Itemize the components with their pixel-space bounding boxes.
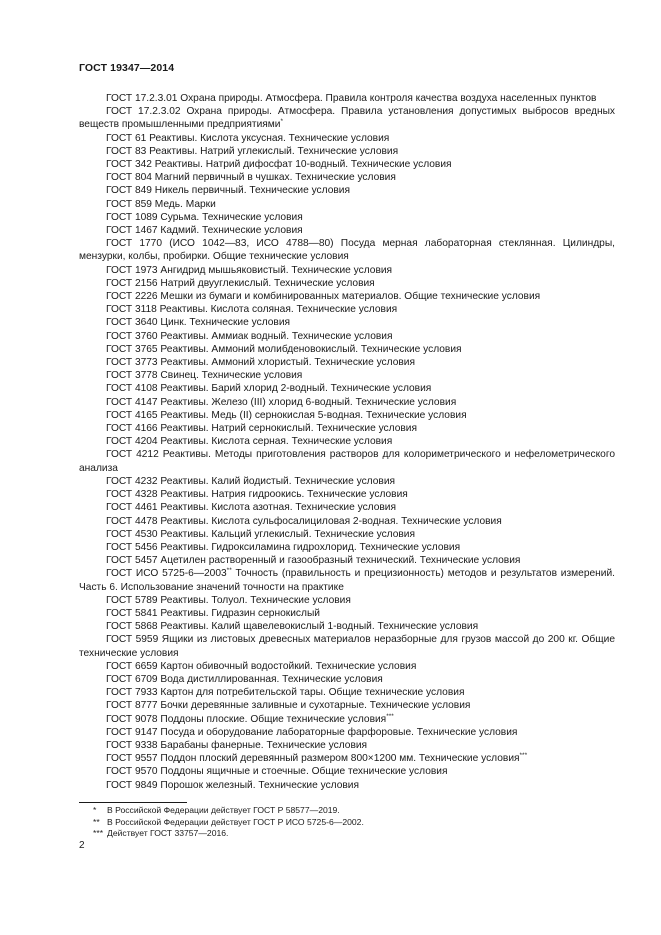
- reference-item: [79, 316, 615, 329]
- footnote-separator: [79, 802, 187, 803]
- footnote-item: [79, 828, 615, 840]
- reference-item: [79, 528, 615, 541]
- reference-text: ГОСТ 9557 Поддон плоский деревянный размером 800×1200 мм. Технические условия: [106, 753, 520, 765]
- reference-item: [79, 184, 615, 197]
- reference-text: ГОСТ 9570 Поддоны ящичные и стоечные. Общие технические условия: [106, 766, 448, 778]
- footnotes: [79, 805, 615, 840]
- footnote-item: [79, 805, 615, 817]
- footnote-mark: *: [280, 118, 284, 126]
- reference-text: ГОСТ 4328 Реактивы. Натрия гидроокись. Технические условия: [106, 489, 408, 501]
- reference-text: ГОСТ 1089 Сурьма. Технические условия: [106, 211, 303, 223]
- reference-text: ГОСТ 83 Реактивы. Натрий углекислый. Технические условия: [106, 145, 399, 157]
- reference-item: [79, 343, 615, 356]
- reference-item: [79, 409, 615, 422]
- footnote-mark: **: [226, 567, 232, 575]
- reference-text: ГОСТ 3760 Реактивы. Аммиак водный. Технические условия: [106, 330, 393, 342]
- reference-item: [79, 726, 615, 739]
- footnote-marker: **: [93, 816, 100, 827]
- reference-text: ГОСТ 4530 Реактивы. Кальций углекислый. Технические условия: [106, 528, 416, 540]
- reference-text: ГОСТ 17.2.3.02 Охрана природы. Атмосфера. Правила установления допустимых выбросов вредных веществ промышленными предприятиями: [79, 106, 615, 131]
- reference-text: ГОСТ 61 Реактивы. Кислота уксусная. Технические условия: [106, 132, 390, 144]
- reference-text: ГОСТ 4147 Реактивы. Железо (III) хлорид 6-водный. Технические условия: [106, 396, 457, 408]
- reference-item: [79, 448, 615, 474]
- reference-text: ГОСТ 9078 Поддоны плоские. Общие технические условия: [106, 713, 387, 725]
- reference-text: ГОСТ 342 Реактивы. Натрий дифосфат 10-водный. Технические условия: [106, 159, 452, 171]
- reference-item: [79, 686, 615, 699]
- reference-text: ГОСТ 859 Медь. Марки: [106, 198, 216, 210]
- reference-text: ГОСТ 1770 (ИСО 1042—83, ИСО 4788—80) Посуда мерная лабораторная стеклянная. Цилиндры, мензурки, колбы, пробирки. Общие технические условия: [79, 238, 615, 263]
- reference-text: ГОСТ 9147 Посуда и оборудование лабораторные фарфоровые. Технические условия: [106, 726, 518, 738]
- reference-text: ГОСТ 4108 Реактивы. Барий хлорид 2-водный. Технические условия: [106, 383, 432, 395]
- reference-item: [79, 765, 615, 778]
- reference-item: [79, 145, 615, 158]
- reference-item: [79, 713, 615, 726]
- reference-item: [79, 396, 615, 409]
- reference-text: ГОСТ 8777 Бочки деревянные заливные и сухотарные. Технические условия: [106, 700, 471, 712]
- reference-item: [79, 92, 615, 105]
- reference-text: ГОСТ 9849 Порошок железный. Технические условия: [106, 779, 360, 791]
- footnote-item: [79, 817, 615, 829]
- reference-text: ГОСТ 3765 Реактивы. Аммоний молибденовокислый. Технические условия: [106, 343, 462, 355]
- reference-text-continued: Точность (правильность и прецизионность) методов и результатов измерений. Часть 6. Использование значений точности на практике: [79, 568, 615, 593]
- reference-item: [79, 752, 615, 765]
- reference-item: [79, 422, 615, 435]
- reference-text: ГОСТ 3640 Цинк. Технические условия: [106, 317, 291, 329]
- reference-item: [79, 211, 615, 224]
- footnote-marker: *: [93, 805, 97, 815]
- footnote-text: В Российской Федерации действует ГОСТ Р ИСО 5725-6—2002.: [107, 816, 364, 827]
- reference-item: [79, 132, 615, 145]
- reference-item: [79, 607, 615, 620]
- reference-text: ГОСТ 3778 Свинец. Технические условия: [106, 370, 303, 382]
- reference-text: ГОСТ 2156 Натрий двууглекислый. Технические условия: [106, 277, 375, 289]
- reference-text: ГОСТ 1973 Ангидрид мышьяковистый. Технические условия: [106, 264, 393, 276]
- reference-item: [79, 699, 615, 712]
- reference-item: [79, 303, 615, 316]
- reference-item: [79, 475, 615, 488]
- reference-item: [79, 356, 615, 369]
- reference-item: [79, 594, 615, 607]
- reference-text: ГОСТ 4232 Реактивы. Калий йодистый. Технические условия: [106, 475, 396, 487]
- reference-item: [79, 567, 615, 593]
- reference-item: [79, 515, 615, 528]
- reference-text: ГОСТ 804 Магний первичный в чушках. Технические условия: [106, 172, 396, 184]
- reference-item: [79, 739, 615, 752]
- reference-item: [79, 633, 615, 659]
- reference-item: [79, 198, 615, 211]
- reference-text: ГОСТ 4461 Реактивы. Кислота азотная. Технические условия: [106, 502, 397, 514]
- page-number: 2: [79, 840, 85, 851]
- reference-item: [79, 171, 615, 184]
- reference-item: [79, 382, 615, 395]
- reference-item: [79, 330, 615, 343]
- reference-text: ГОСТ 17.2.3.01 Охрана природы. Атмосфера. Правила контроля качества воздуха населенных пунктов: [106, 93, 597, 104]
- footnote-mark: ***: [519, 752, 528, 760]
- reference-text: ГОСТ 3118 Реактивы. Кислота соляная. Технические условия: [106, 304, 398, 316]
- reference-item: [79, 541, 615, 554]
- reference-text: ГОСТ 4478 Реактивы. Кислота сульфосалициловая 2-водная. Технические условия: [106, 515, 502, 527]
- document-header: ГОСТ 19347—2014: [79, 62, 175, 74]
- reference-item: [79, 435, 615, 448]
- reference-text: ГОСТ 4165 Реактивы. Медь (II) сернокислая 5-водная. Технические условия: [106, 409, 467, 421]
- footnote-mark: ***: [386, 712, 394, 720]
- reference-text: ГОСТ 4212 Реактивы. Методы приготовления растворов для колориметрического и нефелометрического анализа: [79, 449, 615, 474]
- footnote-text: Действует ГОСТ 33757—2016.: [107, 828, 229, 839]
- footnote-text: В Российской Федерации действует ГОСТ Р 58577—2019.: [107, 805, 340, 815]
- reference-text: ГОСТ 5868 Реактивы. Калий щавелевокислый 1-водный. Технические условия: [106, 621, 479, 633]
- reference-text: ГОСТ 4204 Реактивы. Кислота серная. Технические условия: [106, 436, 393, 448]
- reference-item: [79, 105, 615, 131]
- reference-text: ГОСТ 1467 Кадмий. Технические условия: [106, 225, 303, 237]
- reference-text: ГОСТ 5959 Ящики из листовых древесных материалов неразборные для грузов массой до 200 кг. Общие технические условия: [79, 634, 615, 659]
- reference-item: [79, 237, 615, 263]
- reference-item: [79, 779, 615, 792]
- reference-item: [79, 277, 615, 290]
- reference-text: ГОСТ 5789 Реактивы. Толуол. Технические условия: [106, 594, 351, 606]
- reference-text: ГОСТ 5457 Ацетилен растворенный и газообразный технический. Технические условия: [106, 555, 521, 567]
- reference-text: ГОСТ ИСО 5725-6—2003: [106, 568, 227, 580]
- reference-text: ГОСТ 5456 Реактивы. Гидроксиламина гидрохлорид. Технические условия: [106, 541, 461, 553]
- reference-item: [79, 290, 615, 303]
- reference-item: [79, 264, 615, 277]
- reference-item: [79, 673, 615, 686]
- reference-text: ГОСТ 9338 Барабаны фанерные. Технические условия: [106, 739, 368, 751]
- reference-text: ГОСТ 2226 Мешки из бумаги и комбинированных материалов. Общие технические условия: [106, 291, 541, 303]
- normative-references-list: [79, 92, 615, 792]
- reference-item: [79, 488, 615, 501]
- reference-text: ГОСТ 7933 Картон для потребительской тары. Общие технические условия: [106, 687, 465, 699]
- reference-item: [79, 620, 615, 633]
- reference-item: [79, 554, 615, 567]
- reference-item: [79, 660, 615, 673]
- reference-item: [79, 224, 615, 237]
- reference-item: [79, 158, 615, 171]
- reference-text: ГОСТ 6709 Вода дистиллированная. Технические условия: [106, 673, 383, 685]
- reference-text: ГОСТ 3773 Реактивы. Аммоний хлористый. Технические условия: [106, 357, 415, 369]
- reference-item: [79, 369, 615, 382]
- reference-text: ГОСТ 5841 Реактивы. Гидразин сернокислый: [106, 607, 320, 619]
- reference-text: ГОСТ 6659 Картон обивочный водостойкий. Технические условия: [106, 660, 417, 672]
- reference-text: ГОСТ 4166 Реактивы. Натрий сернокислый. Технические условия: [106, 423, 417, 435]
- footnote-marker: ***: [93, 828, 104, 839]
- reference-item: [79, 501, 615, 514]
- reference-text: ГОСТ 849 Никель первичный. Технические условия: [106, 185, 350, 197]
